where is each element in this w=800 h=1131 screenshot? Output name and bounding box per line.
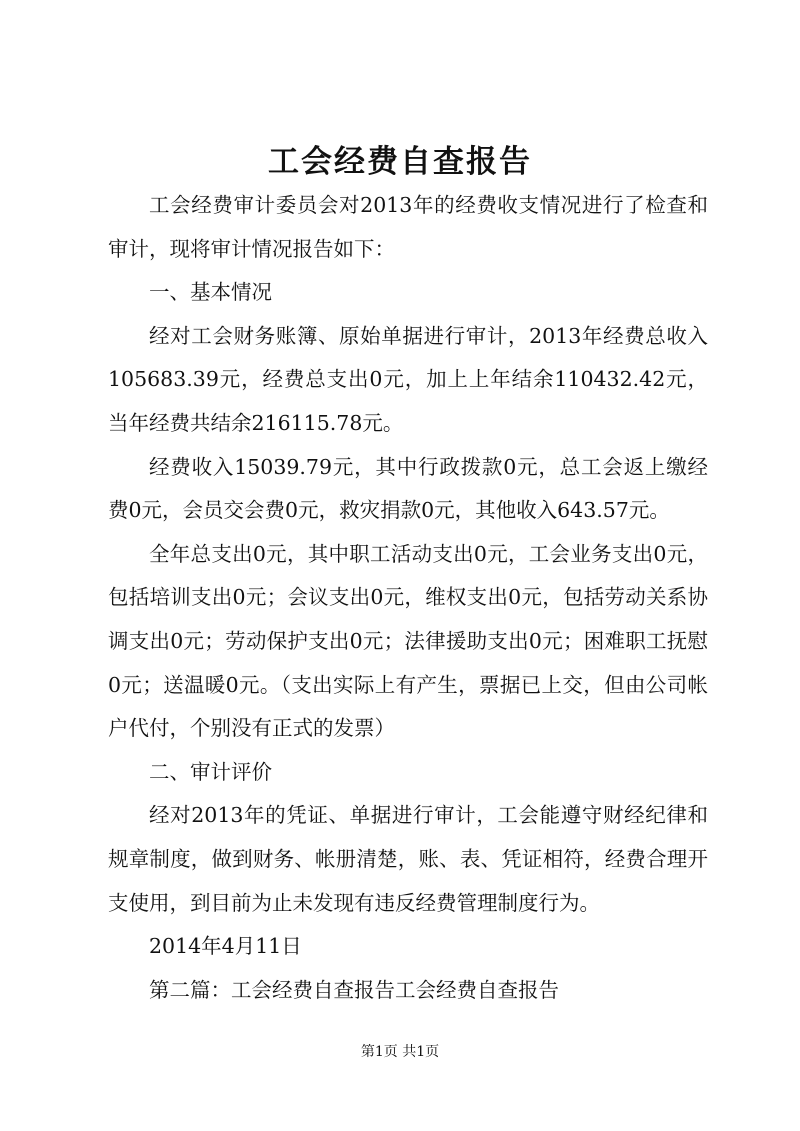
document-title: 工会经费自查报告 [268, 144, 532, 180]
paragraph-expenditure: 全年总支出0元，其中职工活动支出0元，工会业务支出0元，包括培训支出0元；会议支出0元，维权支出0元，包括劳动关系协调支出0元；劳动保护支出0元；法律援助支出0元；困难职工抚慰0元；送温暖0元。（支出实际上有产生，票据已上交，但由公司帐户代付，个别没有正式的发票） [108, 541, 708, 741]
section-heading-basic: 一、基本情况 [149, 280, 272, 305]
document-body [108, 184, 708, 1012]
page-footer: 第1页 共1页 [360, 1044, 440, 1060]
paragraph-intro: 工会经费审计委员会对2013年的经费收支情况进行了检查和审计，现将审计情况报告如下： [108, 193, 708, 261]
paragraph-summary: 经对工会财务账簿、原始单据进行审计，2013年经费总收入105683.39元，经费总支出0元，加上上年结余110432.42元，当年经费共结余216115.78元。 [108, 323, 708, 435]
paragraph-income: 经费收入15039.79元，其中行政拨款0元，总工会返上缴经费0元，会员交会费0元，救灾捐款0元，其他收入643.57元。 [108, 454, 708, 523]
paragraph-second-part: 第二篇：工会经费自查报告工会经费自查报告 [149, 977, 559, 1002]
date-line: 2014年4月11日 [149, 934, 302, 959]
section-heading-evaluation: 二、审计评价 [149, 759, 272, 784]
paragraph-evaluation: 经对2013年的凭证、单据进行审计，工会能遵守财经纪律和规章制度，做到财务、帐册清楚，账、表、凭证相符，经费合理开支使用，到目前为止未发现有违反经费管理制度行为。 [108, 803, 708, 915]
